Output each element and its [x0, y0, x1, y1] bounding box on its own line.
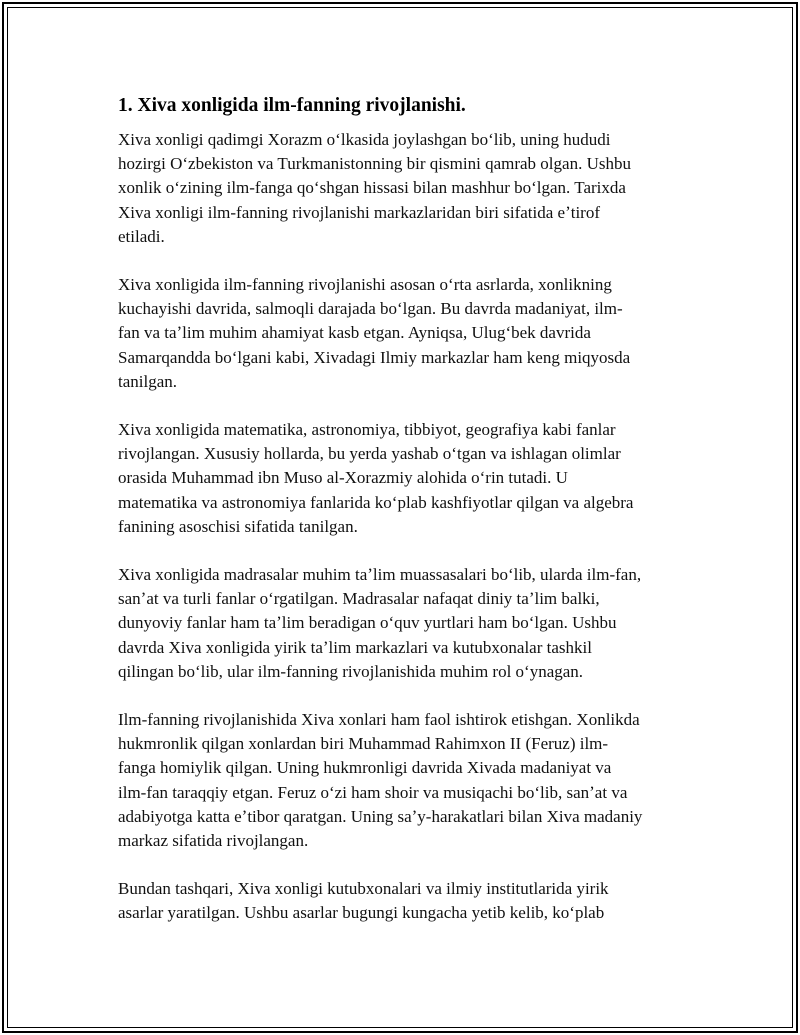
text-line: etiladi.: [118, 226, 165, 246]
text-line: Ilm-fanning rivojlanishida Xiva xonlari ham faol ishtirok etishgan. Xonlikda: [118, 710, 640, 730]
text-line: kuchayishi davrida, salmoqli darajada boʻlgan. Bu davrda madaniyat, ilm-: [118, 299, 623, 319]
text-line: Xiva xonligida madrasalar muhim taʼlim muassasalari boʻlib, ularda ilm-fan,: [118, 565, 642, 585]
text-line: adabiyotga katta eʼtibor qaratgan. Uning saʼy-harakatlari bilan Xiva madaniy: [118, 806, 643, 826]
text-line: davrda Xiva xonligida yirik taʼlim markazlari va kutubxonalar tashkil: [118, 637, 592, 657]
text-line: xonlik oʻzining ilm-fanga qoʻshgan hissasi bilan mashhur boʻlgan. Tarixda: [118, 178, 626, 198]
section-title: 1. Xiva xonligida ilm-fanning rivojlanishi.: [118, 95, 466, 116]
text-line: fan va taʼlim muhim ahamiyat kasb etgan. Ayniqsa, Ulugʻbek davrida: [118, 323, 591, 343]
text-line: Xiva xonligi qadimgi Xorazm oʻlkasida joylashgan boʻlib, uning hududi: [118, 130, 611, 149]
text-line: hozirgi Oʻzbekiston va Turkmanistonning bir qismini qamrab olgan. Ushbu: [118, 154, 631, 174]
paragraph-1: [118, 128, 693, 249]
text-line: fanga homiylik qilgan. Uning hukmronligi davrida Xivada madaniyat va: [118, 758, 612, 778]
paragraph-4: [118, 563, 693, 684]
text-line: ilm-fan taraqqiy etgan. Feruz oʻzi ham shoir va musiqachi boʻlib, sanʼat va: [118, 782, 628, 802]
text-line: Xiva xonligida ilm-fanning rivojlanishi asosan oʻrta asrlarda, xonlikning: [118, 275, 612, 295]
text-line: Samarqandda boʻlgani kabi, Xivadagi Ilmiy markazlar ham keng miqyosda: [118, 347, 631, 367]
text-line: rivojlangan. Xususiy hollarda, bu yerda yashab oʻtgan va ishlagan olimlar: [118, 444, 621, 464]
text-line: orasida Muhammad ibn Muso al-Xorazmiy alohida oʻrin tutadi. U: [118, 468, 568, 488]
text-line: qilingan boʻlib, ular ilm-fanning rivojlanishida muhim rol oʻynagan.: [118, 661, 584, 681]
paragraph-3: [118, 418, 693, 539]
paragraph-2: [118, 273, 693, 394]
document-body: [118, 93, 693, 950]
text-line: tanilgan.: [118, 371, 178, 391]
text-line: fanining asoschisi sifatida tanilgan.: [118, 516, 358, 536]
text-line: sanʼat va turli fanlar oʻrgatilgan. Madrasalar nafaqat diniy taʼlim balki,: [118, 589, 600, 609]
paragraph-5: [118, 708, 693, 853]
paragraph-6: [118, 877, 693, 925]
text-line: Xiva xonligida matematika, astronomiya, tibbiyot, geografiya kabi fanlar: [118, 420, 616, 440]
text-line: matematika va astronomiya fanlarida koʻplab kashfiyotlar qilgan va algebra: [118, 492, 634, 512]
text-line: Bundan tashqari, Xiva xonligi kutubxonalari va ilmiy institutlarida yirik: [118, 879, 609, 899]
text-line: asarlar yaratilgan. Ushbu asarlar bugungi kungacha yetib kelib, koʻplab: [118, 903, 605, 923]
text-line: hukmronlik qilgan xonlardan biri Muhammad Rahimxon II (Feruz) ilm-: [118, 734, 609, 754]
text-line: markaz sifatida rivojlangan.: [118, 831, 309, 851]
text-line: dunyoviy fanlar ham taʼlim beradigan oʻquv yurtlari ham boʻlgan. Ushbu: [118, 613, 617, 633]
text-line: Xiva xonligi ilm-fanning rivojlanishi markazlaridan biri sifatida eʼtirof: [118, 202, 601, 222]
